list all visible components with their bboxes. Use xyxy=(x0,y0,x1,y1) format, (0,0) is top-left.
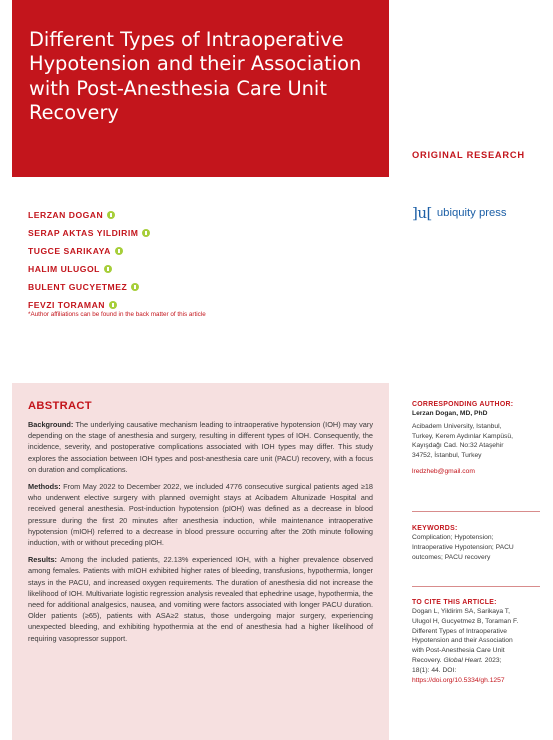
corresponding-author-email[interactable]: lredzheb@gmail.com xyxy=(412,467,475,475)
section-label: Background: xyxy=(28,420,74,429)
author-name: FEVZI TORAMAN xyxy=(28,300,105,310)
corresponding-author-address: Acibadem University, Istanbul, Turkey, Kerem Aydınlar Kampüsü, Kayışdağı Cad. No:32 Ataşehir 34752, İstanbul, Turkey xyxy=(412,422,513,460)
author-item[interactable] xyxy=(28,260,150,278)
title-banner xyxy=(12,0,389,177)
section-label: Results: xyxy=(28,555,57,565)
corresponding-author-name: Lerzan Dogan, MD, PhD xyxy=(412,410,488,417)
orcid-icon[interactable] xyxy=(131,283,139,291)
orcid-icon[interactable] xyxy=(142,229,150,237)
abstract-body xyxy=(28,419,373,650)
section-text: Among the included patients, 22.13% experienced IOH, with a higher prevalence observed among females. Patients with mIOH exhibited higher rates of bleeding, transfusions, hypothermia, longer stays in the PACU, and increased oxygen requirements. The duration of anesthesia did not increase the likelihood of IOH. Multivariate logistic regression analysis revealed that ephedrine usage, hypothermia, the need for additional analgesics, nausea, and vomiting were factors associated with longer PACU duration. Older patients (≥65), patients with ASA≥2 status, those undergoing major surgery, experiencing unexpected bleeding, and exhibiting hypothermia at the end of anesthesia had a higher likelihood of requiring vasopressor support. xyxy=(28,555,373,643)
citation-block xyxy=(412,598,540,685)
keywords-heading: KEYWORDS: xyxy=(412,525,458,532)
author-name: TUGCE SARIKAYA xyxy=(28,246,111,256)
abstract-heading: ABSTRACT xyxy=(28,400,92,412)
abstract-results xyxy=(28,554,373,644)
author-list xyxy=(28,206,150,314)
citation-heading: TO CITE THIS ARTICLE: xyxy=(412,599,497,606)
article-title: Different Types of Intraoperative Hypotension and their Association with Post-Anesthesia Care Unit Recovery xyxy=(29,28,362,124)
orcid-icon[interactable] xyxy=(107,211,115,219)
orcid-icon[interactable] xyxy=(109,301,117,309)
ubiquity-logo-icon: ]u[ xyxy=(412,204,432,222)
abstract-methods xyxy=(28,481,373,548)
author-name: HALIM ULUGOL xyxy=(28,264,100,274)
author-name: BULENT GUCYETMEZ xyxy=(28,282,128,292)
author-item[interactable] xyxy=(28,242,150,260)
orcid-icon[interactable] xyxy=(104,265,112,273)
abstract-panel xyxy=(12,383,389,740)
citation-body: Dogan L, Yildirim SA, Sarikaya T, Ulugol H, Gucyetmez B, Toraman F. Different Types of Intraoperative Hypotension and their Association with Post-Anesthesia Care Unit Recovery. xyxy=(412,608,519,664)
sidebar-divider xyxy=(412,586,540,587)
citation-text xyxy=(412,607,520,685)
section-text: The underlying causative mechanism leading to intraoperative hypotension (IOH) may vary depending on the stage of anesthesia and surgery, resulting in different types of IOH. Consequently, the incidence, severity, and postoperative complications associated with IOH types may differ. This study explores the association between IOH types and post-anesthesia care unit (PACU) recovery, with a focus on duration and complications. xyxy=(28,420,373,474)
corresponding-author-block xyxy=(412,400,540,477)
author-item[interactable] xyxy=(28,278,150,296)
publisher-logo[interactable] xyxy=(412,204,507,222)
author-name: SERAP AKTAS YILDIRIM xyxy=(28,228,139,238)
sidebar-divider xyxy=(412,511,540,512)
corresponding-author-heading: CORRESPONDING AUTHOR: xyxy=(412,401,514,408)
publisher-name: ubiquity press xyxy=(436,207,507,219)
affiliations-note: *Author affiliations can be found in the back matter of this article xyxy=(28,311,206,318)
citation-doi-link[interactable]: https://doi.org/10.5334/gh.1257 xyxy=(412,676,505,684)
article-type-label: ORIGINAL RESEARCH xyxy=(412,150,525,160)
author-name: LERZAN DOGAN xyxy=(28,210,104,220)
section-label: Methods: xyxy=(28,482,61,492)
section-text: From May 2022 to December 2022, we included 4776 consecutive surgical patients aged ≥18 who underwent elective surgery with planned overnight stays at Acibadem Altunizade Hospital and received general anesthesia. Post-induction hypotension (pIOH) was defined as a decrease in blood pressure during the first 20 minutes after anesthesia induction, while maintenance intraoperative hypotension (mIOH) referred to a decrease in blood pressure occurring after the 20th minute following induction, with or without preceding pIOH. xyxy=(28,482,373,548)
keywords-block xyxy=(412,524,540,562)
abstract-background xyxy=(28,419,373,475)
citation-details: 2023; 18(1): 44. DOI: xyxy=(412,656,502,674)
orcid-icon[interactable] xyxy=(115,247,123,255)
citation-journal: Global Heart. xyxy=(443,656,483,664)
keywords-text: Complication; Hypotension; Intraoperative Hypotension; PACU outcomes; PACU recovery xyxy=(412,534,514,561)
author-item[interactable] xyxy=(28,206,150,224)
author-item[interactable] xyxy=(28,224,150,242)
